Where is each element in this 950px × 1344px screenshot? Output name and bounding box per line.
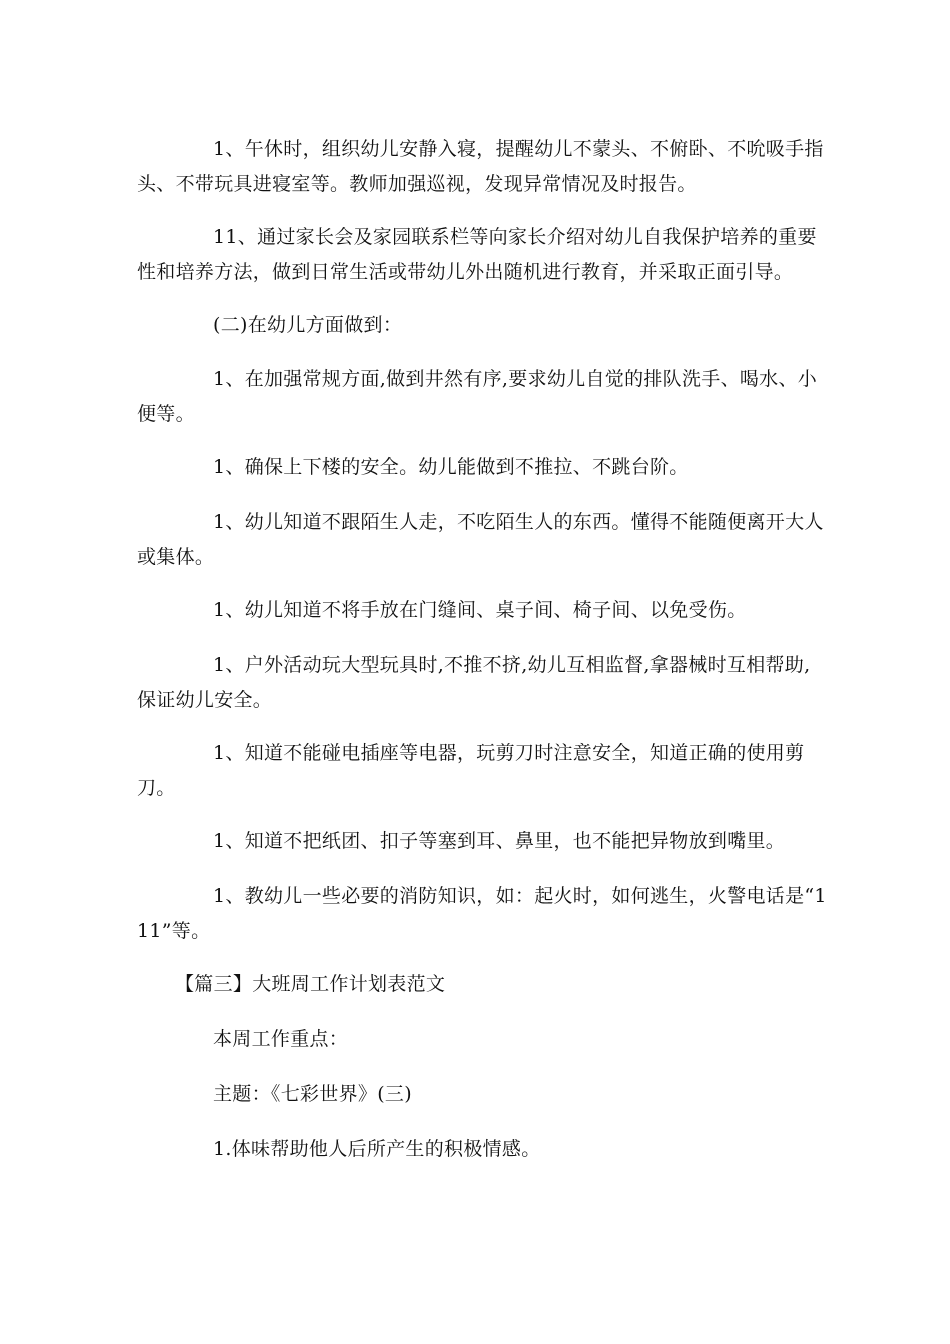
paragraph-fire-safety: 1、教幼儿一些必要的消防知识，如：起火时，如何逃生，火警电话是“111”等。 bbox=[137, 885, 827, 942]
paragraph-parent-communication: 11、通过家长会及家园联系栏等向家长介绍对幼儿自我保护培养的重要性和培养方法，做到日常生活或带幼儿外出随机进行教育，并采取正面引导。 bbox=[137, 226, 817, 283]
paragraph-outdoor-play: 1、户外活动玩大型玩具时,不推不挤,幼儿互相监督,拿器械时互相帮助,保证幼儿安全。 bbox=[137, 654, 811, 711]
paragraph-stairs: 1、确保上下楼的安全。幼儿能做到不推拉、不跳台阶。 bbox=[213, 456, 689, 478]
paragraph-theme: 主题：《七彩世界》(三) bbox=[213, 1083, 412, 1105]
paragraph-children-aspect-heading: (二)在幼儿方面做到： bbox=[213, 314, 403, 336]
paragraph-door-gaps: 1、幼儿知道不将手放在门缝间、桌子间、椅子间、以免受伤。 bbox=[213, 599, 747, 621]
paragraph-nap-safety: 1、午休时，组织幼儿安静入寝，提醒幼儿不蒙头、不俯卧、不吮吸手指头、不带玩具进寝室等。教师加强巡视，发现异常情况及时报告。 bbox=[137, 138, 824, 195]
paragraph-foreign-objects: 1、知道不把纸团、扣子等塞到耳、鼻里，也不能把异物放到嘴里。 bbox=[213, 830, 786, 852]
paragraph-goal-1: 1.体味帮助他人后所产生的积极情感。 bbox=[213, 1138, 541, 1160]
paragraph-strangers: 1、幼儿知道不跟陌生人走，不吃陌生人的东西。懂得不能随便离开大人或集体。 bbox=[137, 511, 824, 568]
section-heading: 【篇三】大班周工作计划表范文 bbox=[175, 973, 446, 995]
paragraph-weekly-focus: 本周工作重点： bbox=[213, 1028, 349, 1050]
paragraph-routine: 1、在加强常规方面,做到井然有序,要求幼儿自觉的排队洗手、喝水、小便等。 bbox=[137, 368, 818, 425]
paragraph-electric-scissors: 1、知道不能碰电插座等电器，玩剪刀时注意安全，知道正确的使用剪刀。 bbox=[137, 742, 805, 799]
